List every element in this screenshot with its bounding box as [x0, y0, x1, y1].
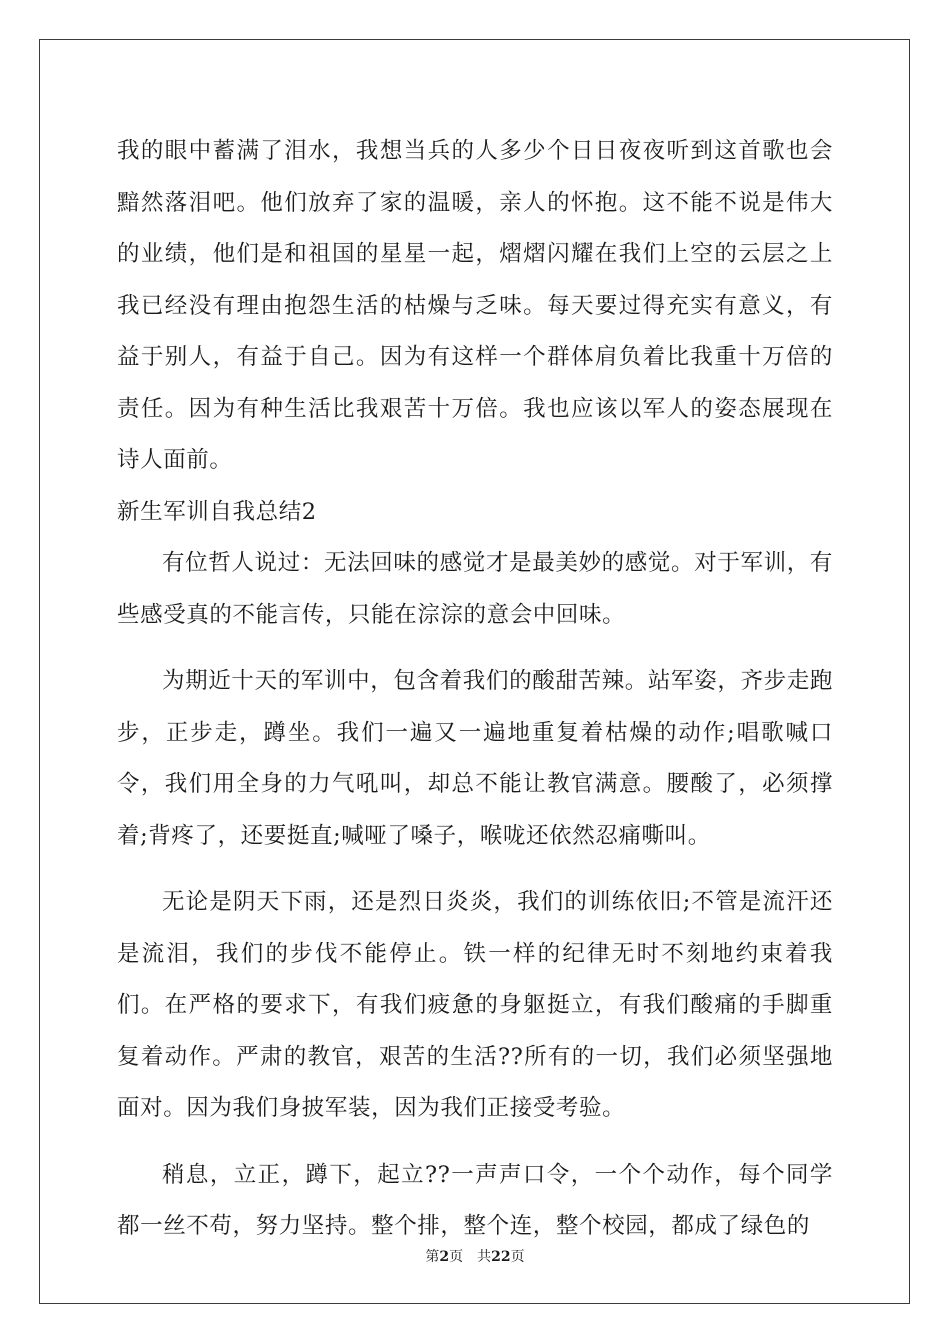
total-page-count: 22 [491, 1249, 511, 1265]
paragraph-4: 稍息，立正，蹲下，起立??一声声口令，一个个动作，每个同学都一丝不苟，努力坚持。整个排，整个连，整个校园，都成了绿色的 [117, 1161, 833, 1239]
section-title: 新生军训自我总结2 [117, 498, 317, 525]
paragraph-3: 无论是阴天下雨，还是烈日炎炎，我们的训练依旧;不管是流汗还是流泪，我们的步伐不能停止。铁一样的纪律无时不刻地约束着我们。在严格的要求下，有我们疲惫的身躯挺立，有我们酸痛的手脚重复着动作。严肃的教官，艰苦的生活??所有的一切，我们必须坚强地面对。因为我们身披军装，因为我们正接受考验。 [117, 889, 833, 1121]
paragraph-2: 为期近十天的军训中，包含着我们的酸甜苦辣。站军姿，齐步走跑步，正步走，蹲坐。我们一遍又一遍地重复着枯燥的动作;唱歌喊口令，我们用全身的力气吼叫，却总不能让教官满意。腰酸了，必须撑着;背疼了，还要挺直;喊哑了嗓子，喉咙还依然忍痛嘶叫。 [117, 668, 833, 849]
document-body [117, 126, 833, 1253]
page-prefix: 第 [425, 1249, 440, 1265]
page-footer [0, 1246, 950, 1266]
total-unit: 页 [510, 1249, 525, 1265]
paragraph-continued: 我的眼中蓄满了泪水，我想当兵的人多少个日日夜夜听到这首歌也会黯然落泪吧。他们放弃了家的温暖，亲人的怀抱。这不能不说是伟大的业绩，他们是和祖国的星星一起，熠熠闪耀在我们上空的云层之上我已经没有理由抱怨生活的枯燥与乏味。每天要过得充实有意义，有益于别人，有益于自己。因为有这样一个群体肩负着比我重十万倍的责任。因为有种生活比我艰苦十万倍。我也应该以军人的姿态展现在诗人面前。 [117, 138, 833, 473]
current-page-number: 2 [439, 1249, 450, 1265]
paragraph-1: 有位哲人说过：无法回味的感觉才是最美妙的感觉。对于军训，有些感受真的不能言传，只能在淙淙的意会中回味。 [117, 550, 833, 628]
page-unit: 页 [449, 1249, 464, 1265]
total-prefix: 共 [477, 1249, 492, 1265]
